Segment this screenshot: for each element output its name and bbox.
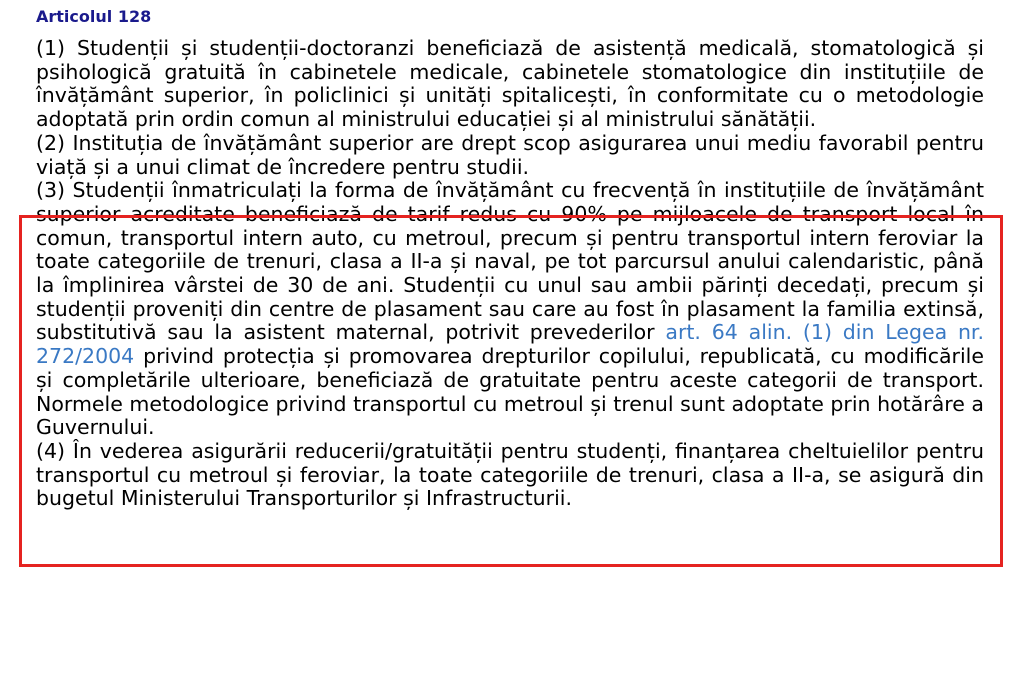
paragraph-4: (4) În vederea asigurării reducerii/gratuității pentru studenți, finanțarea cheltuielilor pentru transportul cu metroul și feroviar, la toate categoriile de trenuri, clasa a II-a, se asigură din bugetul Ministerului Transporturilor și Infrastructurii. xyxy=(36,438,984,511)
paragraph-1: (1) Studenții și studenții-doctoranzi beneficiază de asistență medicală, stomatologică și psihologică gratuită în cabinetele medicale, cabinetele stomatologice din instituțiile de învățământ superior, în policlinici și unități spitalicești, în conformitate cu o metodologie adoptată prin ordin comun al ministrului educației și al ministrului sănătății. xyxy=(36,36,984,132)
law-reference-link[interactable]: art. 64 alin. (1) din Legea nr. 272/2004 xyxy=(36,320,984,369)
paragraph-2: (2) Instituția de învățământ superior are drept scop asigurarea unui mediu favorabil pentru viață și a unui climat de încredere pentru studii. xyxy=(36,130,984,179)
article-title: Articolul 128 xyxy=(36,7,152,26)
paragraph-3-text-start: (3) Studenții înmatriculați la forma de învățământ cu frecvență în instituțiile de învățământ superior acreditate beneficiază de tarif redus cu 90% pe mijloacele de transport local în comun, transportul intern auto, cu metroul, precum și pentru transportul intern feroviar la toate categoriile de trenuri, clasa a II-a și naval, pe tot parcursul anului calendaristic, până la împlinirea vârstei de 30 de ani. Studenții cu unul sau ambii părinți decedați, precum și studenții proveniți din centre de plasament sau care au fost în plasament la familia extinsă, substitutivă sau la asistent maternal, potrivit prevederilor xyxy=(36,178,984,345)
article-document xyxy=(36,0,984,511)
paragraph-3 xyxy=(36,179,984,440)
paragraph-3-text-end: privind protecția și promovarea drepturilor copilului, republicată, cu modificările și completările ulterioare, beneficiază de gratuitate pentru aceste categorii de transport. Normele metodologice privind transportul cu metroul și trenul sunt adoptate prin hotărâre a Guvernului. xyxy=(36,344,984,440)
